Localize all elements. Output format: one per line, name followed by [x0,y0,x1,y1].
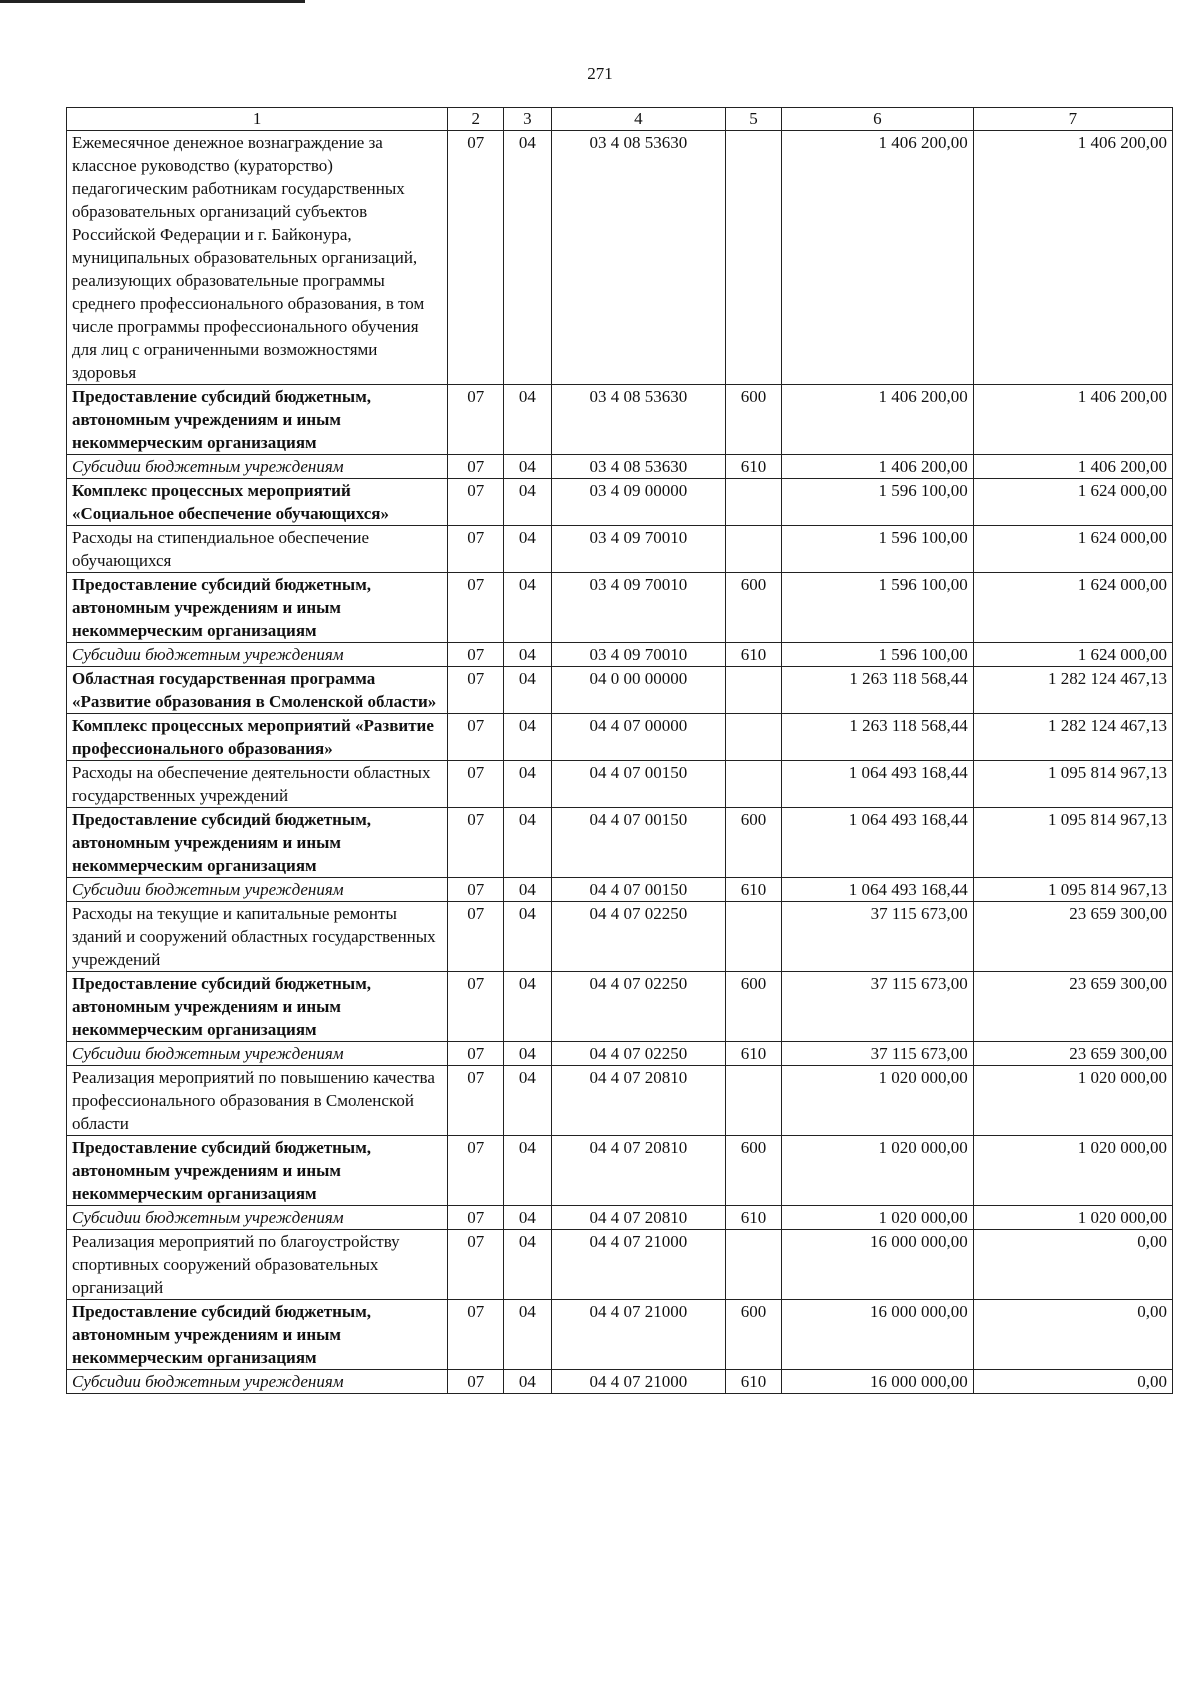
row-section: 07 [448,1300,504,1370]
row-section: 07 [448,808,504,878]
row-name: Субсидии бюджетным учреждениям [67,1370,448,1394]
row-amount-year2: 1 282 124 467,13 [973,714,1172,761]
row-amount-year1: 1 020 000,00 [782,1136,974,1206]
row-expense-type: 610 [726,1206,782,1230]
row-expense-type: 600 [726,573,782,643]
row-target-code: 03 4 08 53630 [551,131,725,385]
row-amount-year2: 0,00 [973,1230,1172,1300]
header-col-1: 1 [67,108,448,131]
row-subsection: 04 [504,643,551,667]
row-amount-year2: 0,00 [973,1300,1172,1370]
row-target-code: 03 4 08 53630 [551,455,725,479]
row-amount-year2: 1 406 200,00 [973,455,1172,479]
row-section: 07 [448,131,504,385]
row-subsection: 04 [504,878,551,902]
row-amount-year1: 1 406 200,00 [782,131,974,385]
row-name: Областная государственная программа «Развитие образования в Смоленской области» [67,667,448,714]
row-section: 07 [448,1136,504,1206]
row-amount-year2: 1 095 814 967,13 [973,878,1172,902]
table-row [67,643,1173,667]
row-section: 07 [448,761,504,808]
row-target-code: 03 4 08 53630 [551,385,725,455]
table-row [67,878,1173,902]
table-row [67,455,1173,479]
row-amount-year2: 0,00 [973,1370,1172,1394]
row-expense-type [726,479,782,526]
row-name: Комплекс процессных мероприятий «Развитие профессионального образования» [67,714,448,761]
row-name: Реализация мероприятий по повышению качества профессионального образования в Смоленской области [67,1066,448,1136]
row-amount-year1: 1 064 493 168,44 [782,878,974,902]
row-amount-year2: 1 020 000,00 [973,1066,1172,1136]
table-row [67,1136,1173,1206]
row-amount-year2: 1 624 000,00 [973,526,1172,573]
table-header-row [67,108,1173,131]
row-expense-type: 610 [726,1370,782,1394]
row-section: 07 [448,479,504,526]
row-amount-year2: 1 020 000,00 [973,1206,1172,1230]
row-name: Предоставление субсидий бюджетным, автономным учреждениям и иным некоммерческим организациям [67,1136,448,1206]
table-row [67,1206,1173,1230]
row-target-code: 03 4 09 00000 [551,479,725,526]
row-target-code: 03 4 09 70010 [551,573,725,643]
row-subsection: 04 [504,1042,551,1066]
row-name: Предоставление субсидий бюджетным, автономным учреждениям и иным некоммерческим организациям [67,573,448,643]
row-subsection: 04 [504,1136,551,1206]
table-row [67,761,1173,808]
row-amount-year2: 23 659 300,00 [973,902,1172,972]
row-name: Субсидии бюджетным учреждениям [67,455,448,479]
row-target-code: 04 0 00 00000 [551,667,725,714]
row-subsection: 04 [504,761,551,808]
row-expense-type: 610 [726,878,782,902]
row-expense-type: 600 [726,1300,782,1370]
row-subsection: 04 [504,808,551,878]
row-amount-year2: 1 624 000,00 [973,479,1172,526]
row-subsection: 04 [504,479,551,526]
row-expense-type: 610 [726,1042,782,1066]
row-expense-type: 600 [726,385,782,455]
top-rule [0,0,305,3]
row-name: Расходы на текущие и капитальные ремонты зданий и сооружений областных государственных учреждений [67,902,448,972]
row-expense-type [726,131,782,385]
row-name: Комплекс процессных мероприятий «Социальное обеспечение обучающихся» [67,479,448,526]
row-section: 07 [448,714,504,761]
row-subsection: 04 [504,1206,551,1230]
row-expense-type [726,714,782,761]
row-subsection: 04 [504,455,551,479]
row-name: Субсидии бюджетным учреждениям [67,643,448,667]
row-amount-year1: 1 020 000,00 [782,1066,974,1136]
header-col-4: 4 [551,108,725,131]
row-target-code: 03 4 09 70010 [551,526,725,573]
row-amount-year1: 1 406 200,00 [782,455,974,479]
row-subsection: 04 [504,385,551,455]
row-expense-type [726,1066,782,1136]
row-expense-type: 610 [726,643,782,667]
row-expense-type [726,667,782,714]
row-expense-type [726,761,782,808]
row-section: 07 [448,643,504,667]
row-amount-year2: 1 406 200,00 [973,385,1172,455]
row-amount-year1: 1 596 100,00 [782,479,974,526]
row-section: 07 [448,1230,504,1300]
row-amount-year1: 1 596 100,00 [782,573,974,643]
row-amount-year1: 1 406 200,00 [782,385,974,455]
table-row [67,1230,1173,1300]
row-name: Субсидии бюджетным учреждениям [67,1042,448,1066]
table-row [67,573,1173,643]
row-section: 07 [448,1066,504,1136]
table-row [67,808,1173,878]
row-target-code: 03 4 09 70010 [551,643,725,667]
row-expense-type: 600 [726,808,782,878]
row-target-code: 04 4 07 20810 [551,1136,725,1206]
row-target-code: 04 4 07 02250 [551,1042,725,1066]
row-amount-year2: 1 282 124 467,13 [973,667,1172,714]
header-col-5: 5 [726,108,782,131]
row-amount-year1: 37 115 673,00 [782,902,974,972]
header-col-3: 3 [504,108,551,131]
row-target-code: 04 4 07 21000 [551,1300,725,1370]
row-subsection: 04 [504,1370,551,1394]
row-amount-year1: 16 000 000,00 [782,1370,974,1394]
row-subsection: 04 [504,1066,551,1136]
table-row [67,1300,1173,1370]
row-subsection: 04 [504,526,551,573]
row-subsection: 04 [504,1300,551,1370]
row-subsection: 04 [504,902,551,972]
row-subsection: 04 [504,1230,551,1300]
header-col-2: 2 [448,108,504,131]
row-target-code: 04 4 07 00000 [551,714,725,761]
row-name: Реализация мероприятий по благоустройству спортивных сооружений образовательных организаций [67,1230,448,1300]
row-section: 07 [448,878,504,902]
row-target-code: 04 4 07 02250 [551,902,725,972]
row-amount-year1: 1 596 100,00 [782,643,974,667]
row-subsection: 04 [504,714,551,761]
row-expense-type: 600 [726,1136,782,1206]
row-target-code: 04 4 07 00150 [551,808,725,878]
row-amount-year2: 1 095 814 967,13 [973,761,1172,808]
row-section: 07 [448,972,504,1042]
row-amount-year1: 1 263 118 568,44 [782,714,974,761]
budget-table [66,107,1173,1394]
row-name: Субсидии бюджетным учреждениям [67,1206,448,1230]
header-col-7: 7 [973,108,1172,131]
row-amount-year2: 1 020 000,00 [973,1136,1172,1206]
row-amount-year1: 1 020 000,00 [782,1206,974,1230]
table-body [67,131,1173,1394]
row-expense-type [726,902,782,972]
row-section: 07 [448,1370,504,1394]
row-section: 07 [448,573,504,643]
row-name: Предоставление субсидий бюджетным, автономным учреждениям и иным некоммерческим организациям [67,385,448,455]
table-row [67,479,1173,526]
row-amount-year1: 1 596 100,00 [782,526,974,573]
row-name: Расходы на стипендиальное обеспечение обучающихся [67,526,448,573]
table-row [67,714,1173,761]
row-amount-year2: 23 659 300,00 [973,1042,1172,1066]
row-target-code: 04 4 07 21000 [551,1370,725,1394]
row-amount-year1: 37 115 673,00 [782,1042,974,1066]
row-expense-type [726,1230,782,1300]
row-expense-type [726,526,782,573]
row-subsection: 04 [504,573,551,643]
table-row [67,902,1173,972]
table-row [67,972,1173,1042]
row-section: 07 [448,1042,504,1066]
table-row [67,526,1173,573]
row-section: 07 [448,455,504,479]
row-amount-year2: 1 624 000,00 [973,643,1172,667]
row-name: Субсидии бюджетным учреждениям [67,878,448,902]
row-expense-type: 610 [726,455,782,479]
row-amount-year2: 1 624 000,00 [973,573,1172,643]
row-target-code: 04 4 07 21000 [551,1230,725,1300]
row-target-code: 04 4 07 20810 [551,1066,725,1136]
table-row [67,131,1173,385]
row-amount-year1: 16 000 000,00 [782,1300,974,1370]
row-amount-year1: 1 064 493 168,44 [782,761,974,808]
row-name: Предоставление субсидий бюджетным, автономным учреждениям и иным некоммерческим организациям [67,972,448,1042]
page-number: 271 [587,64,613,83]
row-name: Расходы на обеспечение деятельности областных государственных учреждений [67,761,448,808]
table-row [67,385,1173,455]
row-amount-year1: 1 263 118 568,44 [782,667,974,714]
row-target-code: 04 4 07 02250 [551,972,725,1042]
table-row [67,1370,1173,1394]
row-name: Предоставление субсидий бюджетным, автономным учреждениям и иным некоммерческим организациям [67,1300,448,1370]
row-target-code: 04 4 07 00150 [551,878,725,902]
row-amount-year1: 16 000 000,00 [782,1230,974,1300]
header-col-6: 6 [782,108,974,131]
table-row [67,1042,1173,1066]
table-row [67,1066,1173,1136]
row-amount-year2: 1 095 814 967,13 [973,808,1172,878]
row-name: Предоставление субсидий бюджетным, автономным учреждениям и иным некоммерческим организациям [67,808,448,878]
table-row [67,667,1173,714]
row-amount-year2: 1 406 200,00 [973,131,1172,385]
row-target-code: 04 4 07 20810 [551,1206,725,1230]
row-section: 07 [448,385,504,455]
row-section: 07 [448,1206,504,1230]
row-subsection: 04 [504,972,551,1042]
row-subsection: 04 [504,667,551,714]
row-section: 07 [448,902,504,972]
row-section: 07 [448,526,504,573]
row-subsection: 04 [504,131,551,385]
row-amount-year1: 37 115 673,00 [782,972,974,1042]
row-section: 07 [448,667,504,714]
row-target-code: 04 4 07 00150 [551,761,725,808]
row-expense-type: 600 [726,972,782,1042]
row-amount-year2: 23 659 300,00 [973,972,1172,1042]
row-amount-year1: 1 064 493 168,44 [782,808,974,878]
row-name: Ежемесячное денежное вознаграждение за классное руководство (кураторство) педагогическим работникам государственных образовательных организаций субъектов Российской Федерации и г. Байконура, муниципальных образовательных организаций, реализующих образовательные программы среднего профессионального образования, в том числе программы профессионального обучения для лиц с ограниченными возможностями здоровья [67,131,448,385]
